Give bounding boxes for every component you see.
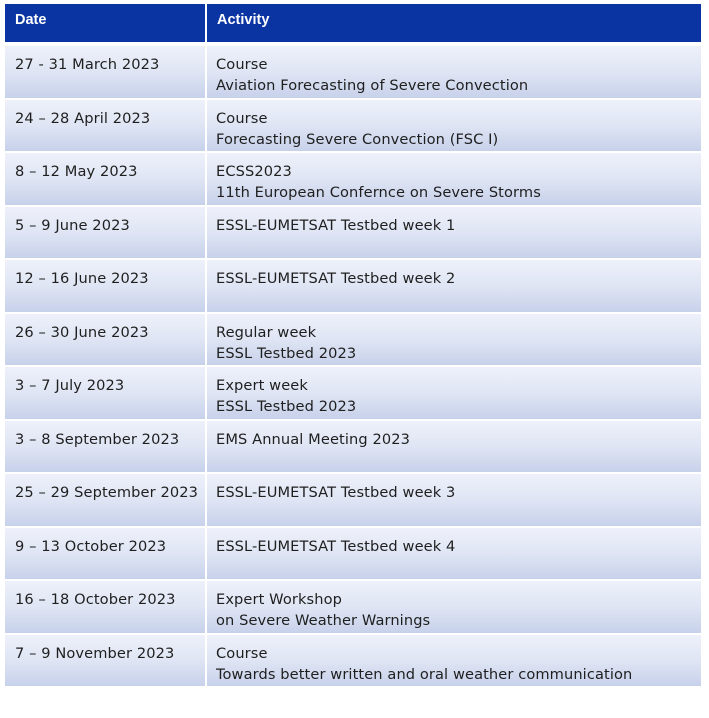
table-row [5,314,701,368]
row-activity [207,581,701,633]
activity-line: ESSL-EUMETSAT Testbed week 1 [216,216,456,234]
activity-line: Towards better written and oral weather communication [216,665,633,683]
table-row [5,635,701,689]
activity-line: ESSL-EUMETSAT Testbed week 4 [216,537,456,555]
row-activity [207,207,701,259]
row-activity [207,100,701,152]
row-date: 27 - 31 March 2023 [5,46,207,98]
activity-line: Regular week [216,323,317,341]
row-activity [207,421,701,473]
activity-line: Forecasting Severe Convection (FSC I) [216,130,499,148]
events-table [5,4,701,688]
activity-line: ESSL Testbed 2023 [216,344,357,362]
table-header [5,4,701,42]
row-activity [207,260,701,312]
activity-line: ECSS2023 [216,163,292,180]
row-activity [207,367,701,419]
table-row [5,367,701,421]
table-row [5,100,701,154]
table-row [5,421,701,475]
row-activity [207,46,701,98]
table-row [5,474,701,528]
activity-line: ESSL Testbed 2023 [216,398,357,415]
row-activity [207,153,701,205]
row-date: 26 – 30 June 2023 [5,314,207,366]
row-activity [207,474,701,526]
row-date: 3 – 7 July 2023 [5,367,207,419]
row-date: 8 – 12 May 2023 [5,153,207,205]
row-date: 5 – 9 June 2023 [5,207,207,259]
activity-line: Aviation Forecasting of Severe Convection [216,77,529,94]
activity-line: EMS Annual Meeting 2023 [216,430,410,448]
table-row [5,581,701,635]
row-date: 12 – 16 June 2023 [5,260,207,312]
activity-line: 11th European Confernce on Severe Storms [216,184,541,201]
row-date: 9 – 13 October 2023 [5,528,207,580]
activity-line: Expert week [216,377,308,394]
activity-line: ESSL-EUMETSAT Testbed week 3 [216,484,456,501]
table-row [5,207,701,261]
row-date: 24 – 28 April 2023 [5,100,207,152]
header-activity: Activity [217,12,270,28]
row-date: 25 – 29 September 2023 [5,474,207,526]
row-activity [207,314,701,366]
table-row [5,46,701,100]
row-activity [207,635,701,687]
row-date: 3 – 8 September 2023 [5,421,207,473]
activity-line: ESSL-EUMETSAT Testbed week 2 [216,270,456,287]
activity-line: Course [216,56,268,73]
row-date: 7 – 9 November 2023 [5,635,207,687]
activity-line: Expert Workshop [216,591,342,608]
table-row [5,260,701,314]
table-row [5,528,701,582]
activity-line: Course [216,644,268,662]
table-row [5,153,701,207]
header-date: Date [5,4,207,42]
activity-line: on Severe Weather Warnings [216,612,431,629]
activity-line: Course [216,109,268,127]
row-activity [207,528,701,580]
row-date: 16 – 18 October 2023 [5,581,207,633]
